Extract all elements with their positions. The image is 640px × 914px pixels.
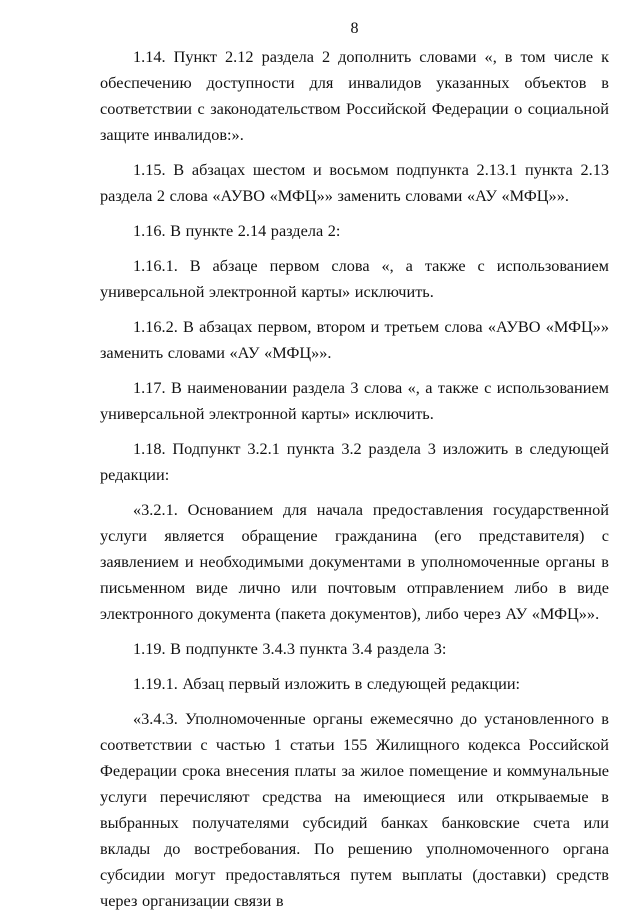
paragraph-1-16-2: 1.16.2. В абзацах первом, втором и третьем слова «АУВО «МФЦ»» заменить словами «АУ «МФЦ»». [100, 317, 609, 362]
paragraph-1-17: 1.17. В наименовании раздела 3 слова «, а также с использованием универсальной электронной карты» исключить. [100, 378, 609, 423]
paragraph-1-19: 1.19. В подпункте 3.4.3 пункта 3.4 раздела 3: [133, 639, 447, 658]
paragraph-3-2-1-quote: «3.2.1. Основанием для начала предоставления государственной услуги является обращение гражданина (его представителя) с заявлением и необходимыми документами в уполномоченные органы в письменном виде лично или почтовым отправлением либо в виде электронного документа (пакета документов), либо через АУ «МФЦ»». [100, 500, 609, 623]
paragraph-1-14: 1.14. Пункт 2.12 раздела 2 дополнить словами «, в том числе к обеспечению доступности для инвалидов указанных объектов в соответствии с законодательством Российской Федерации о социальной защите инвалидов:». [100, 47, 609, 144]
paragraph-1-16-1: 1.16.1. В абзаце первом слова «, а также с использованием универсальной электронной карты» исключить. [100, 256, 609, 301]
paragraph-1-15: 1.15. В абзацах шестом и восьмом подпункта 2.13.1 пункта 2.13 раздела 2 слова «АУВО «МФЦ»» заменить словами «АУ «МФЦ»». [100, 160, 609, 205]
paragraph-1-19-1: 1.19.1. Абзац первый изложить в следующей редакции: [133, 674, 521, 693]
page-number: 8 [350, 20, 359, 37]
paragraph-1-18: 1.18. Подпункт 3.2.1 пункта 3.2 раздела 3 изложить в следующей редакции: [100, 439, 609, 484]
paragraph-3-4-3-quote: «3.4.3. Уполномоченные органы ежемесячно до установленного в соответствии с частью 1 статьи 155 Жилищного кодекса Российской Федерации срока внесения платы за жилое помещение и коммунальные услуги перечисляют средства на имеющиеся или открываемые в выбранных получателями субсидий банках банковские счета или вклады до востребования. По решению уполномоченного органа субсидии могут предоставляться путем выплаты (доставки) средств через организации связи в [100, 709, 609, 910]
paragraph-1-16: 1.16. В пункте 2.14 раздела 2: [133, 221, 341, 240]
